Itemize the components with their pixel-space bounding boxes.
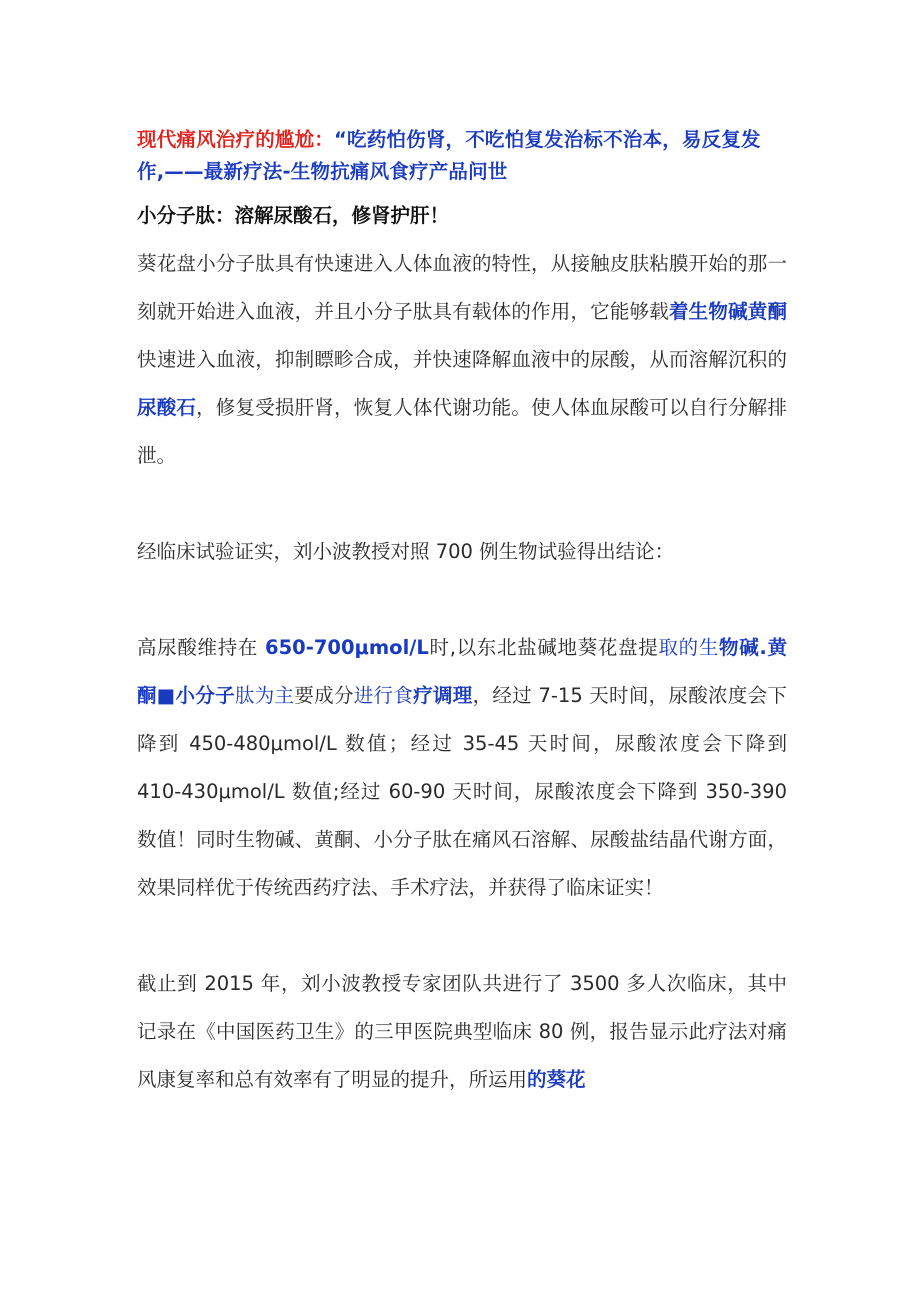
paragraph-peptide bbox=[137, 240, 787, 480]
para3-link-2: 肽为主 bbox=[234, 684, 295, 707]
spacer bbox=[137, 480, 787, 528]
headline-blue-part: “吃药怕伤肾，不吃怕复发治标不治本，易反复发作,——最新疗法-生物抗痛风食疗产品问世 bbox=[137, 128, 761, 183]
para2-text: 经临床试验证实，刘小波教授对照 700 例生物试验得出结论： bbox=[137, 540, 675, 563]
para1-text-1: 葵花盘小分子肽具有快速进入人体血液的特性，从接触皮肤粘膜开始的那一刻就开始进入血液，并且小分子肽具有载体的作用，它能够载 bbox=[137, 252, 787, 323]
para4-highlight-sunflower: 的葵花 bbox=[527, 1068, 586, 1091]
para1-highlight-alkaloid: 着生物碱黄酮 bbox=[668, 300, 787, 323]
spacer bbox=[137, 576, 787, 624]
document-page bbox=[137, 124, 787, 1104]
subheading: 小分子肽：溶解尿酸石，修肾护肝！ bbox=[137, 204, 450, 227]
para4-text-1: 截止到 2015 年，刘小波教授专家团队共进行了 3500 多人次临床，其中记录在《中国医药卫生》的三甲医院典型临床 80 例，报告显示此疗法对痛风康复率和总有效率有了明显的提升，所运用 bbox=[137, 972, 787, 1091]
para1-text-2: 快速进入血液，抑制瞟畛合成，并快速降解血液中的尿酸，从而溶解沉积的 bbox=[137, 348, 787, 371]
paragraph-trial bbox=[137, 528, 787, 576]
para3-text-3: 要成分 bbox=[294, 684, 354, 707]
para3-highlight-ingredients: 物碱.黄酮■小分子 bbox=[137, 636, 787, 707]
paragraph-clinical bbox=[137, 960, 787, 1104]
para1-highlight-uric-stone: 尿酸石 bbox=[137, 396, 197, 419]
para3-text-1: 高尿酸维持在 bbox=[137, 636, 266, 659]
para3-highlight-therapy: 疗调理 bbox=[413, 684, 473, 707]
para3-text-2: 时,以东北盐碱地葵花盘提 bbox=[428, 636, 659, 659]
spacer bbox=[137, 912, 787, 960]
paragraph-results bbox=[137, 624, 787, 912]
para3-highlight-range: 650-700μmol/L bbox=[265, 636, 429, 659]
para3-link-1: 取的生 bbox=[658, 636, 720, 659]
para3-link-3: 进行食 bbox=[353, 684, 414, 707]
headline bbox=[137, 124, 787, 188]
para1-text-3: ，修复受损肝肾，恢复人体代谢功能。使人体血尿酸可以自行分解排泄。 bbox=[137, 396, 787, 467]
para3-text-4: ，经过 7-15 天时间，尿酸浓度会下降到 450-480μmol/L 数值；经过 35-45 天时间，尿酸浓度会下降到 410-430μmol/L 数值;经过 60-90 天时间，尿酸浓度会下降到 350-390 数值！同时生物碱、黄酮、小分子肽在痛风石溶解、尿酸盐结晶代谢方面，效果同样优于传统西药疗法、手术疗法，并获得了临床证实！ bbox=[137, 684, 787, 899]
headline-red-part: 现代痛风治疗的尴尬： bbox=[137, 128, 335, 151]
